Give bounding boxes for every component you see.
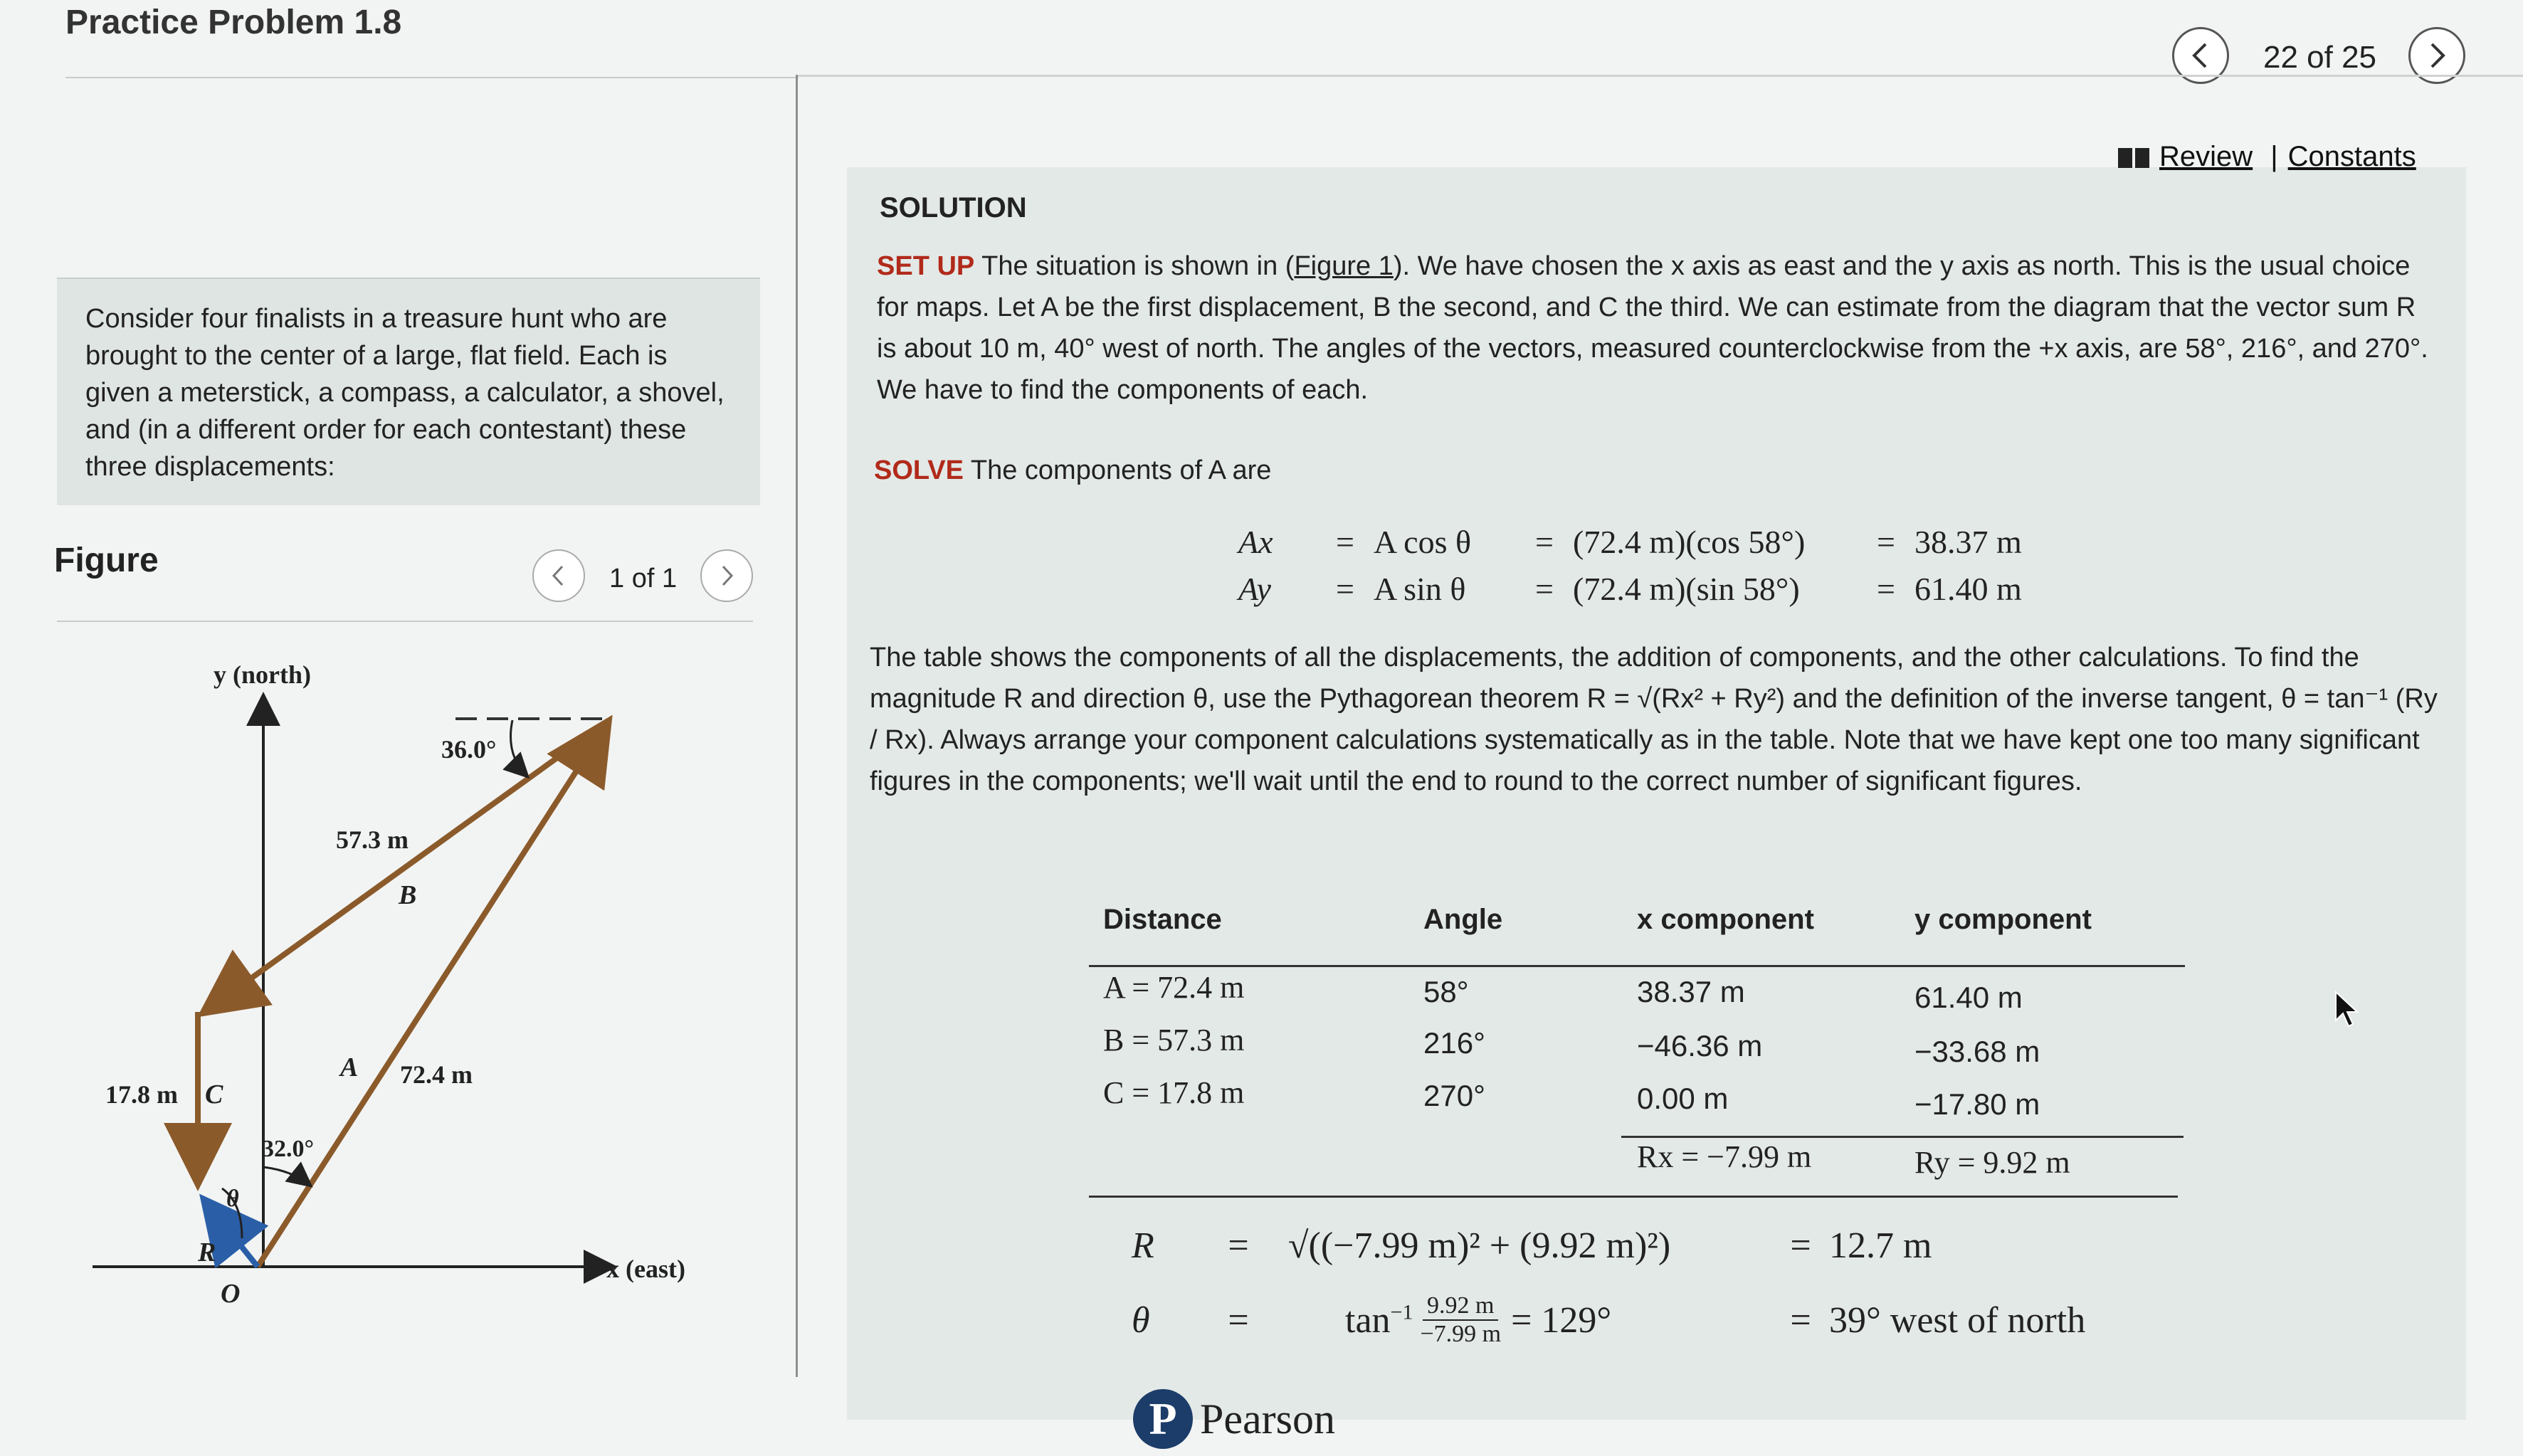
angle-arc-bottom [263, 1167, 310, 1185]
table-header: Angle [1423, 904, 1503, 935]
magnitude-row [1132, 1210, 2085, 1281]
setup-text-2: ). We have chosen the x axis as east and the y axis as north. This is the usual choice for maps. Let A be the first displacement, B the second, and C the third. We can estimate from the diagram that the vector sum R is about 10 m, 40° west of north. The angles of the vectors, measured counterclockwise from the +x axis, are 58°, 216°, and 270°. We have to find the components of each. [877, 251, 2428, 405]
vector-r-label: R [198, 1238, 216, 1267]
r-value: 12.7 m [1829, 1225, 1932, 1266]
link-separator: | [2270, 141, 2278, 172]
solve-paragraph [874, 450, 2440, 491]
table-cell: 0.00 m [1637, 1082, 1729, 1115]
eq-val: 38.37 m [1914, 523, 2022, 560]
rx-sum: Rx = −7.99 m [1637, 1139, 1812, 1174]
theta-denominator: −7.99 m [1420, 1321, 1502, 1347]
eq-lhs: Ay [1238, 570, 1271, 607]
eq-sign: = [1336, 523, 1354, 560]
constants-link[interactable]: Constants [2287, 141, 2416, 172]
table-header: Distance [1103, 904, 1222, 935]
table-header: x component [1637, 904, 1814, 935]
a-magnitude-label: 72.4 m [400, 1060, 473, 1089]
theta-value: 39° west of north [1829, 1299, 2086, 1341]
table-intro-1: The table shows the components of all the displacements, the addition of components, and the other calculations. To find the magnitude R and direction θ, use the Pythagorean theorem R = √(Rx² + Ry²) and the definition of the inverse [870, 643, 2359, 714]
table-cell: 270° [1423, 1079, 1485, 1112]
eq-sign: = [1535, 523, 1554, 560]
table-intro-2: tangent, θ = tan⁻¹ (Ry / Rx). Always arrange your component calculations systematically as in the table. Note that we have kept one too many significant figures in the components; we'll wait until the end to round to the correct number of significant figures. [870, 684, 2438, 796]
r-lhs: R [1132, 1225, 1154, 1266]
setup-text-1: The situation is shown in ( [981, 251, 1295, 281]
panel-divider [798, 75, 2523, 77]
eq-sub: (72.4 m)(cos 58°) [1573, 523, 1806, 560]
vector-diagram [71, 640, 783, 1352]
eq-sign: = [1535, 570, 1554, 607]
book-icon [2118, 148, 2149, 168]
vector-b-label: B [399, 880, 417, 910]
angle-top-label: 36.0° [441, 735, 497, 764]
problem-statement [57, 278, 760, 505]
table-cell: 38.37 m [1637, 975, 1745, 1008]
theta-lhs: θ [1132, 1299, 1150, 1341]
table-cell: B = 57.3 m [1103, 1023, 1245, 1057]
eq-sign: = [1877, 523, 1895, 560]
eq-lhs: Ax [1238, 523, 1273, 560]
figure-link[interactable]: Figure 1 [1294, 251, 1394, 281]
theta-mid: = 129° [1511, 1299, 1612, 1341]
chevron-left-icon [548, 564, 569, 588]
vector-b [206, 722, 606, 1011]
table-cell: 58° [1423, 975, 1469, 1008]
eq-expr: A cos θ [1374, 523, 1472, 560]
figure-prev-button[interactable] [532, 549, 585, 602]
eq-sign: = [1877, 570, 1895, 607]
figure-divider [57, 621, 753, 622]
figure-next-button[interactable] [700, 549, 753, 602]
review-link[interactable]: Review [2159, 141, 2253, 172]
eq-sign: = [1228, 1299, 1249, 1341]
table-cell: 61.40 m [1914, 981, 2023, 1014]
table-cell: −46.36 m [1637, 1029, 1763, 1062]
angle-arc-top [511, 720, 527, 776]
component-equations [1238, 518, 2057, 612]
sum-rule [1621, 1136, 2184, 1138]
vector-a-label: A [340, 1053, 359, 1082]
figure-heading: Figure [54, 542, 159, 579]
mouse-cursor-icon [2333, 989, 2361, 1032]
table-header: y component [1914, 904, 2092, 935]
solve-label: SOLVE [874, 455, 964, 485]
eq-sub: (72.4 m)(sin 58°) [1573, 570, 1800, 607]
chevron-right-icon [2425, 41, 2449, 70]
eq-sign: = [1790, 1299, 1811, 1341]
c-magnitude-label: 17.8 m [105, 1080, 178, 1109]
theta-numerator: 9.92 m [1423, 1292, 1498, 1321]
eq-sign: = [1336, 570, 1354, 607]
table-cell: −17.80 m [1914, 1087, 2040, 1121]
problem-counter: 22 of 25 [2263, 40, 2377, 75]
figure-counter: 1 of 1 [609, 564, 678, 594]
theta-expression: $\tan^{-1}$ $\frac{9.92 m}{-7.99 m}$ = 129° [1345, 1292, 1612, 1347]
chevron-left-icon [2188, 41, 2213, 70]
theta-label: θ [226, 1186, 239, 1212]
eq-expr: A sin θ [1374, 570, 1466, 607]
x-axis-label: x (east) [606, 1255, 685, 1283]
problem-text: Consider four finalists in a treasure hunt who are brought to the center of a large, flat field. Each is given a meterstick, a compass, a calculator, a shovel, and (in a different order for each contestant) these three displacements: [85, 304, 725, 482]
eq-sign: = [1790, 1225, 1811, 1266]
pearson-logo [1133, 1389, 1335, 1449]
result-equations [1132, 1210, 2085, 1359]
chevron-right-icon [716, 564, 737, 588]
equation-row [1238, 518, 2057, 565]
vector-c-label: C [205, 1080, 223, 1109]
table-bottom-rule [1089, 1196, 2178, 1198]
eq-sign: = [1228, 1225, 1249, 1266]
angle-bottom-label: 32.0° [262, 1136, 315, 1162]
solution-heading: SOLUTION [880, 192, 1027, 223]
ry-sum: Ry = 9.92 m [1914, 1145, 2070, 1180]
vector-a [258, 724, 606, 1267]
table-cell: C = 17.8 m [1103, 1075, 1245, 1110]
table-header-rule [1089, 965, 2185, 967]
table-cell: 216° [1423, 1026, 1485, 1060]
table-cell: −33.68 m [1914, 1035, 2040, 1068]
eq-val: 61.40 m [1914, 570, 2022, 607]
y-axis-label: y (north) [214, 660, 311, 689]
pearson-name: Pearson [1200, 1395, 1335, 1442]
column-divider [796, 75, 798, 1377]
pearson-icon: P [1133, 1389, 1193, 1449]
b-magnitude-label: 57.3 m [336, 825, 409, 854]
origin-label: O [221, 1279, 241, 1309]
solve-text: The components of A are [970, 455, 1272, 485]
table-intro-paragraph [870, 637, 2450, 802]
table-cell: A = 72.4 m [1103, 970, 1245, 1005]
equation-row [1238, 565, 2057, 612]
setup-label: SET UP [877, 251, 975, 281]
direction-row [1132, 1281, 2085, 1359]
r-expression: √((−7.99 m)² + (9.92 m)²) [1288, 1225, 1671, 1266]
header-divider [65, 77, 799, 78]
setup-paragraph [877, 246, 2443, 411]
resource-links [2118, 141, 2416, 173]
page-title: Practice Problem 1.8 [65, 4, 402, 41]
